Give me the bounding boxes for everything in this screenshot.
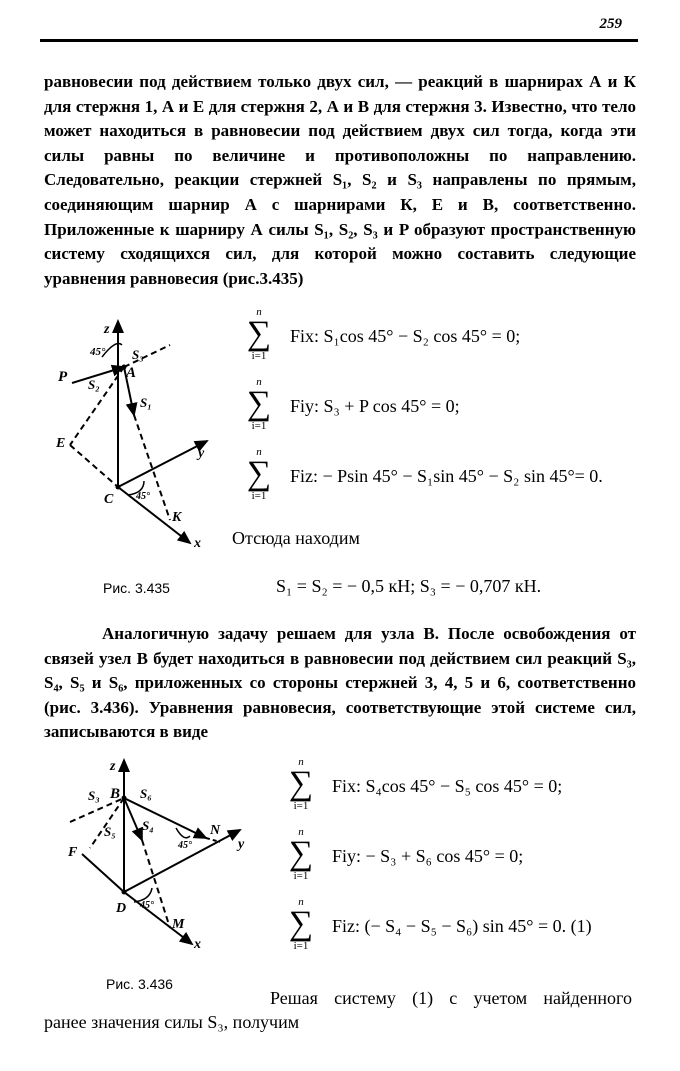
equation-text: Fix: S₁cos 45° − S₂ cos 45° = 0; <box>290 326 521 346</box>
p-label: P <box>58 369 68 385</box>
e-c-line <box>70 445 118 487</box>
paragraph-1: равновесии под действием только двух сил, — реакций в шарнирах А и К для стержня 1, А и Е для стержня 2, А и В для стержня 3. Известно, что тело может находиться в равновесии под действием двух сил тогда, когда эти силы равны по величине и противоположны по направлению. Следовательно, реакции стержней S₁, S₂ и S₃ направлены по прямым, соединяющим шарнир А с шарнирами К, Е и В, соответственно. Приложенные к шарниру А силы S₁, S₂, S₃ и P образуют пространственную систему сходящихся сил, для которой можно составить следующие уравнения равновесия (рис.3.435) <box>44 72 636 288</box>
f-label: F <box>68 845 78 860</box>
x-label: x <box>194 536 201 551</box>
s4-member <box>124 798 142 840</box>
sum-symbol: n ∑ i=1 <box>288 826 314 882</box>
joint-b <box>122 796 127 801</box>
paragraph-2: Аналогичную задачу решаем для узла В. После освобождения от связей узел В будет находиться в равновесии под действием сил реакций S₃, S₄, S₅ и S₆, приложенных со стороны стержней 3, 4, 5 и 6, соответственно (рис. 3.436). Уравнения равновесия, соответствующие этой системе сил, записываются в виде <box>44 624 636 742</box>
s6-member <box>124 798 206 838</box>
sum-symbol: n ∑ i=1 <box>246 306 272 362</box>
equations-b <box>286 756 656 966</box>
s3-label: S₃ <box>132 347 144 362</box>
figure-caption-1: Рис. 3.435 <box>103 580 170 596</box>
y-label: y <box>238 837 245 852</box>
angle-right-label: 45° <box>178 840 192 851</box>
s2-label: S₂ <box>88 377 100 392</box>
n-label: N <box>210 823 221 838</box>
result-line: S₁ = S₂ = − 0,5 кН; S₃ = − 0,707 кН. <box>276 576 542 596</box>
hence-text: Отсюда находим <box>232 528 360 548</box>
page-number: 259 <box>599 16 622 32</box>
equation-text: Fiy: S₃ + P cos 45° = 0; <box>290 396 460 416</box>
y-axis <box>118 441 207 487</box>
sum-symbol: n ∑ i=1 <box>246 446 272 502</box>
k-label: K <box>172 510 182 525</box>
equation-text: Fiy: − S₃ + S₆ cos 45° = 0; <box>332 846 524 866</box>
x-label: x <box>194 937 201 952</box>
s1-label: S₁ <box>140 395 152 410</box>
angle-bottom-label: 45° <box>136 491 150 502</box>
s4-dashed <box>142 840 170 928</box>
figure-caption-2: Рис. 3.436 <box>106 976 173 992</box>
f-d-line <box>82 854 124 892</box>
joint-d <box>122 890 127 895</box>
s3-line <box>124 345 170 367</box>
b-label: B <box>110 786 121 802</box>
figure-3-435 <box>52 315 222 555</box>
angle-bottom-label: 45° <box>140 900 154 911</box>
figure-3-436 <box>60 752 260 957</box>
e-label: E <box>56 436 66 451</box>
a-label: A <box>126 365 137 381</box>
joint-a <box>122 365 127 370</box>
s6-label: S₆ <box>140 786 152 801</box>
sum-symbol: n ∑ i=1 <box>288 756 314 812</box>
s5-label: S₅ <box>104 824 116 839</box>
joint-c <box>116 485 121 490</box>
sum-symbol: n ∑ i=1 <box>288 896 314 952</box>
sum-symbol: n ∑ i=1 <box>246 376 272 432</box>
d-label: D <box>116 901 127 916</box>
equation-text: Fiz: (− S₄ − S₅ − S₆) sin 45° = 0. (1) <box>332 916 592 936</box>
closing-line-1: Решая систему (1) с учетом найденного <box>270 988 632 1008</box>
header-rule <box>40 39 638 42</box>
closing-line-2: ранее значения силы S₃, получим <box>44 1012 300 1032</box>
c-label: C <box>104 492 114 507</box>
m-label: M <box>172 917 185 932</box>
z-label: z <box>104 322 110 337</box>
s3-label: S₃ <box>88 788 100 803</box>
equations-a <box>244 306 644 506</box>
y-label: y <box>198 446 205 461</box>
angle-top-label: 45° <box>90 346 106 358</box>
z-label: z <box>110 759 116 774</box>
s4-label: S₄ <box>142 818 154 833</box>
equation-text: Fiz: − Psin 45° − S₁sin 45° − S₂ sin 45°= 0. <box>290 466 603 486</box>
equation-text: Fix: S₄cos 45° − S₅ cos 45° = 0; <box>332 776 563 796</box>
